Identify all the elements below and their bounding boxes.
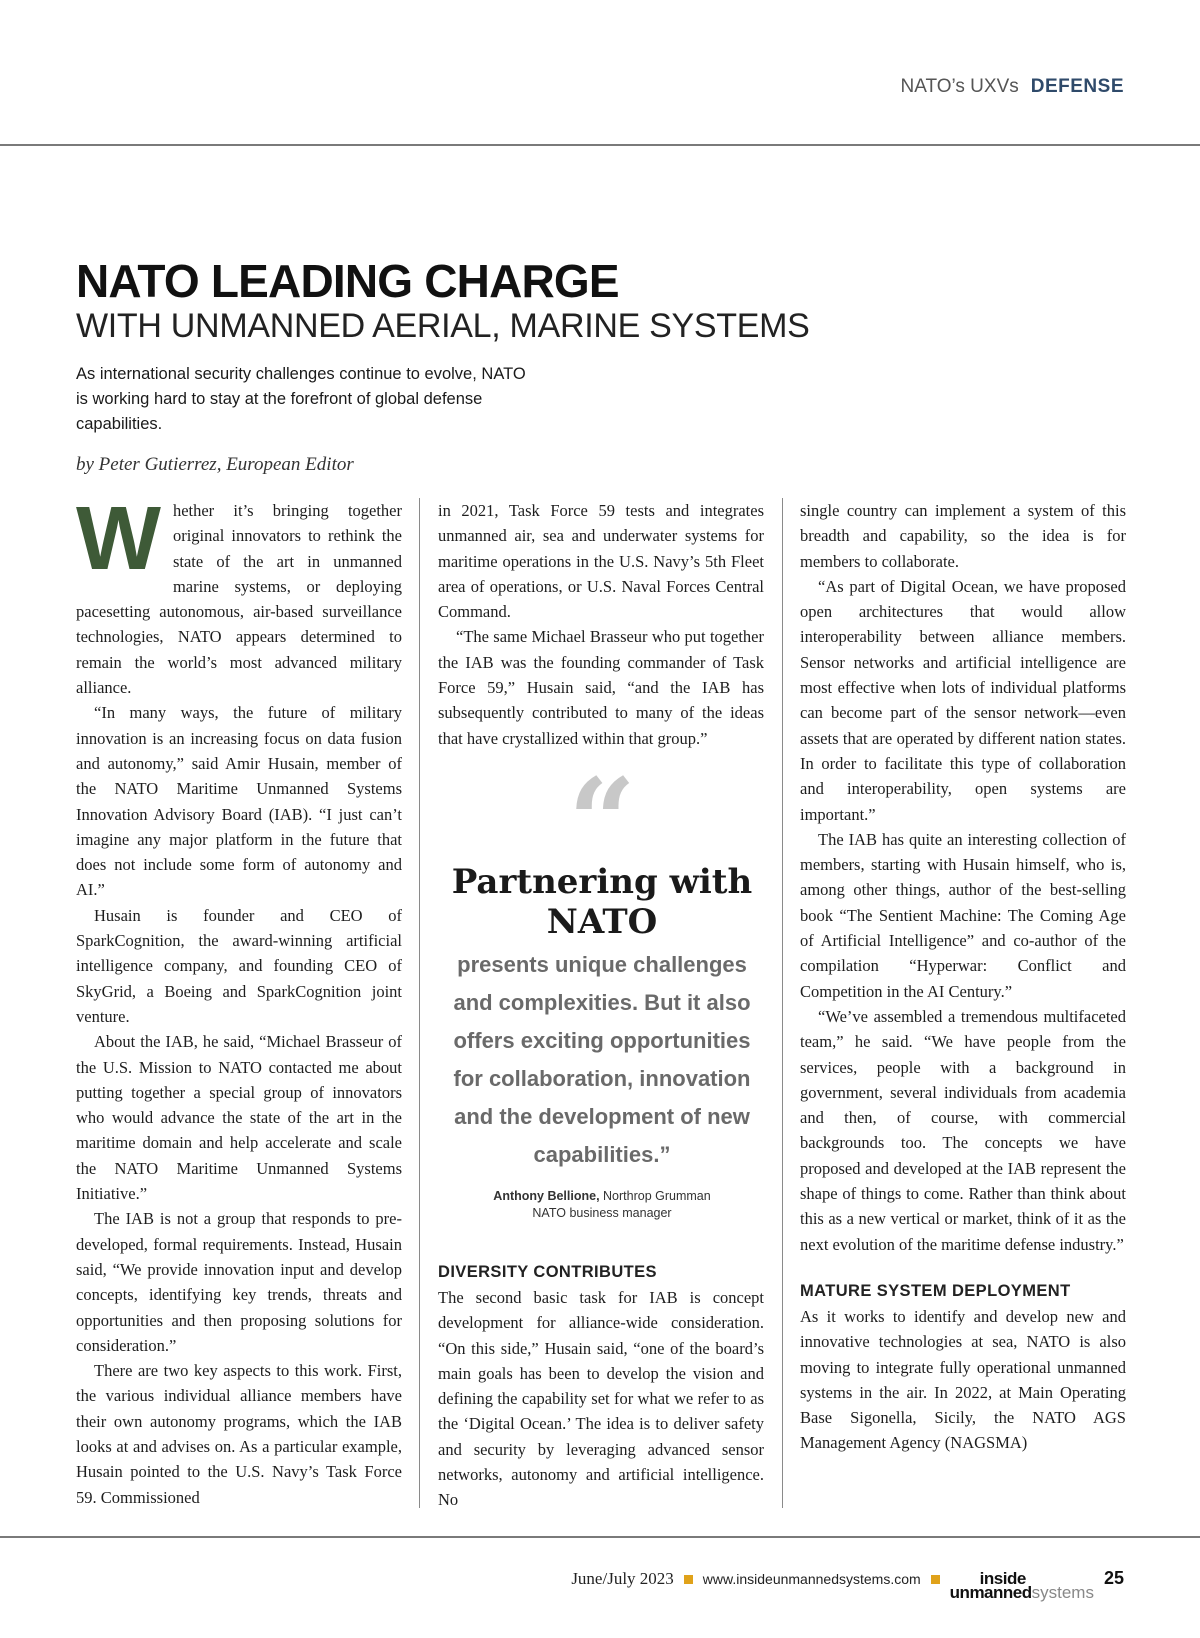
- paragraph: “As part of Digital Ocean, we have proposed open architectures that would allow interoperability between alliance members. Sensor networks and artificial intelligence are most effective when lots of individual platforms can become part of the sensor network—even assets that are operated by different nation states. In order to facilitate this type of collaboration and interoperability, open systems are important.”: [800, 576, 1126, 824]
- logo-light-word: systems: [1031, 1583, 1094, 1602]
- pull-quote-attribution: [440, 1188, 764, 1222]
- website-url: www.insideunmannedsystems.com: [702, 1571, 921, 1587]
- page-number: 25: [1103, 1568, 1124, 1588]
- paragraph: “The same Michael Brasseur who put together the IAB was the founding commander of Task Force 59,” Husain said, “and the IAB has subsequently contributed to many of the ideas that have crystallized within that group.”: [438, 627, 764, 748]
- running-head-topic: NATO’s UXVs: [900, 76, 1019, 97]
- paragraph: [76, 489, 402, 700]
- pull-quote-body: presents unique challenges and complexities. But it also offers exciting opportunities for collaboration, innovation and the development of new capabilities.”: [453, 952, 751, 1167]
- paragraph: “In many ways, the future of military innovation is an increasing focus on data fusion and autonomy,” said Amir Husain, member of the NATO Maritime Unmanned Systems Innovation Advisory Board (IAB). “I just can’t imagine any major platform in the future that does not include some form of autonomy and AI.”: [76, 703, 402, 900]
- article-subtitle: WITH UNMANNED AERIAL, MARINE SYSTEMS: [76, 307, 810, 345]
- paragraph: single country can implement a system of this breadth and capability, so the idea is for members to collaborate.: [800, 501, 1126, 571]
- paragraph: There are two key aspects to this work. First, the various individual alliance members have their own autonomy programs, which the IAB looks at and advises on. As a particular example, Husain pointed to the U.S. Navy’s Task Force 59. Commissioned: [76, 1361, 402, 1507]
- column-1: [76, 489, 402, 1510]
- article-dek: As international security challenges continue to evolve, NATO is working hard to stay at the forefront of global defense capabilities.: [76, 365, 526, 433]
- attribution-org: Northrop Grumman: [599, 1189, 711, 1203]
- section-label: DEFENSE: [1030, 76, 1124, 97]
- paragraph: About the IAB, he said, “Michael Brasseur of the U.S. Mission to NATO contacted me about putting together a special group of innovators who would advance the state of the art in the maritime domain and help accelerate and scale the NATO Maritime Unmanned Systems Initiative.”: [76, 1032, 402, 1204]
- logo-bold-word: unmanned: [949, 1583, 1032, 1602]
- paragraph-text: hether it’s bringing together original innovators to rethink the state of the art in unmanned marine systems, or deploying pacesetting autonomous, air-based surveillance technologies, NATO appears determined to remain the world’s most advanced military alliance.: [76, 501, 402, 698]
- paragraph: The IAB is not a group that responds to pre-developed, formal requirements. Instead, Husain said, “We provide innovation input and develop concepts, identifying key trends, threats and opportunities and then proposing solutions for consideration.”: [76, 1209, 402, 1355]
- paragraph: in 2021, Task Force 59 tests and integrates unmanned air, sea and underwater systems for maritime operations in the U.S. Navy’s 5th Fleet area of operations, or U.S. Naval Forces Central Command.: [438, 501, 764, 622]
- article-title: NATO LEADING CHARGE: [76, 255, 619, 307]
- bottom-rule: [0, 1536, 1200, 1538]
- top-rule: [0, 144, 1200, 146]
- running-head: [901, 76, 1125, 98]
- paragraph: As it works to identify and develop new and innovative technologies at sea, NATO is also moving to integrate fully operational unmanned systems in the air. In 2022, at Main Operating Base Sigonella, Sicily, the NATO AGS Management Agency (NAGSMA): [800, 1306, 1126, 1453]
- page-footer: [571, 1568, 1124, 1600]
- paragraph: Husain is founder and CEO of SparkCognition, the award-winning artificial intelligence company, and founding CEO of SkyGrid, a Boeing and SparkCognition joint venture.: [76, 905, 402, 1026]
- pull-quote: [440, 752, 764, 1222]
- paragraph: “We’ve assembled a tremendous multifaceted team,” he said. “We have people from the services, people with a background in government, several individuals from academia and then, of course, with commercial backgrounds too. The concepts we have proposed and developed at the IAB represent the shape of things to come. Rather than think about this as a new vertical or market, think of it as the next evolution of the maritime defense industry.”: [800, 1006, 1126, 1254]
- logo-line-2: [949, 1583, 1094, 1602]
- byline: by Peter Gutierrez, European Editor: [76, 454, 354, 475]
- logo-line-1: inside: [979, 1569, 1026, 1588]
- paragraph: The second basic task for IAB is concept development for alliance-wide consideration. “On this side,” Husain said, “one of the board’s main goals has been to develop the vision and defining the capability set for what we refer to as the ‘Digital Ocean.’ The idea is to deliver safety and security by leveraging advanced sensor networks, autonomy and artificial intelligence. No: [438, 1288, 764, 1510]
- pull-quote-headline: Partnering with NATO: [451, 862, 753, 942]
- issue-date: June/July 2023: [571, 1569, 674, 1588]
- column-2-lower: [438, 1260, 764, 1513]
- paragraph: The IAB has quite an interesting collection of members, starting with Husain himself, who is, among other things, author of the best-selling book “The Sentient Machine: The Coming Age of Artificial Intelligence” and co-author of the compilation “Hyperwar: Conflict and Competition in the AI Century.”: [800, 829, 1126, 1001]
- square-bullet-icon: [684, 1575, 693, 1584]
- column-divider-2: [782, 498, 783, 1508]
- magazine-logo: [949, 1569, 1094, 1602]
- attribution-role: NATO business manager: [532, 1206, 672, 1220]
- attribution-name: Anthony Bellione,: [493, 1189, 600, 1203]
- quote-mark-icon: “: [568, 752, 636, 891]
- column-3: [800, 498, 1126, 1456]
- column-divider-1: [419, 498, 420, 1508]
- drop-cap: W: [76, 489, 161, 589]
- column-2: [438, 498, 764, 751]
- subhead-mature-deployment: MATURE SYSTEM DEPLOYMENT: [800, 1281, 1071, 1300]
- subhead-diversity: DIVERSITY CONTRIBUTES: [438, 1263, 657, 1281]
- square-bullet-icon: [931, 1575, 940, 1584]
